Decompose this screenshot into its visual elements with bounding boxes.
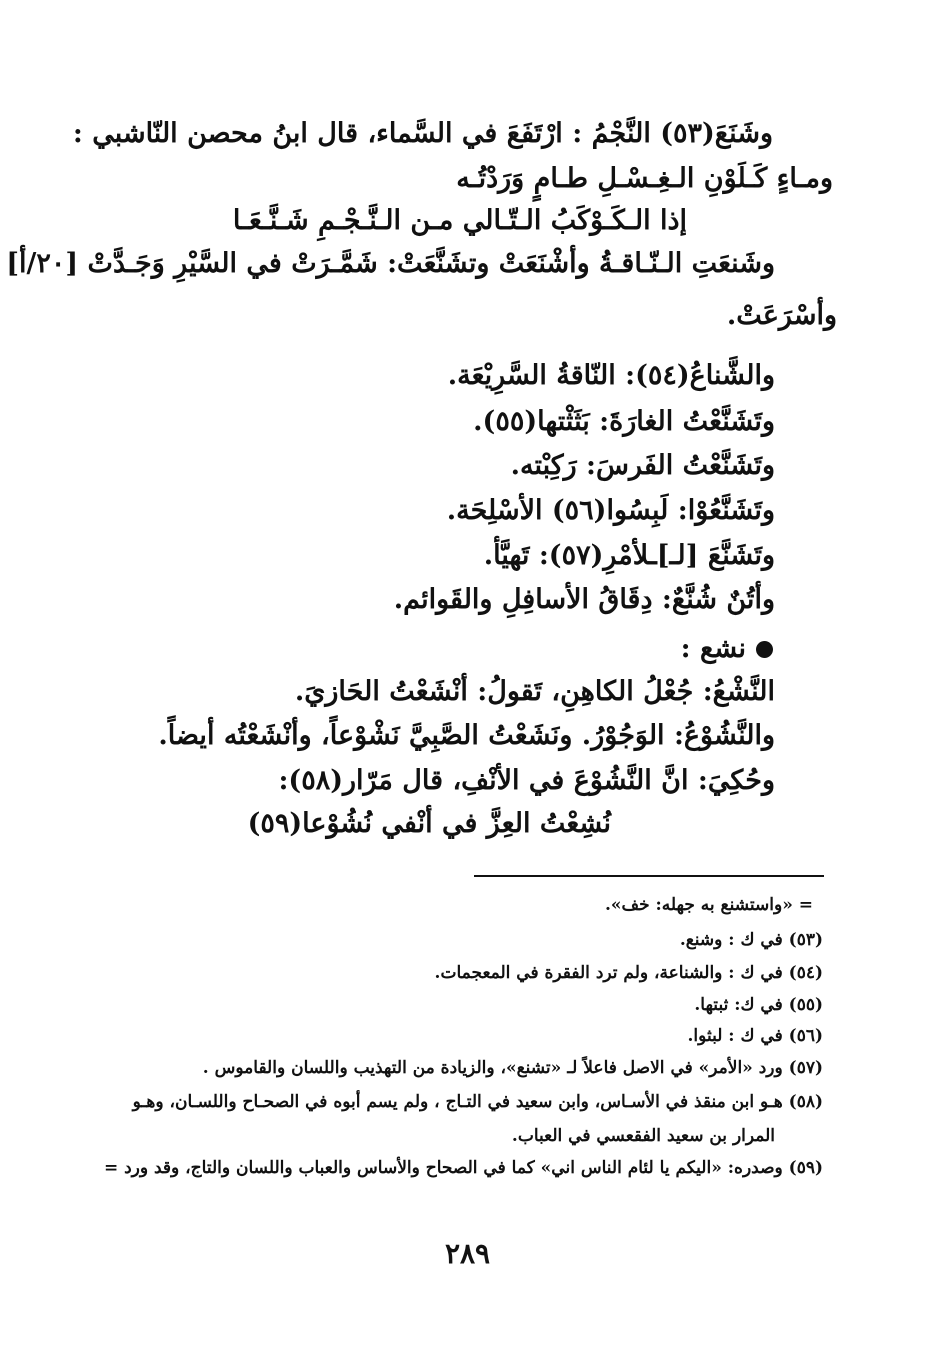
text-line: وتَشَنَّعَ [لـ]ـلأمْرِ(٥٧): تَهيَّأ.	[483, 540, 775, 571]
text-line: وأسْرَعَتْ.	[726, 300, 837, 331]
footnote: (٥٣) في ك : وشنع.	[679, 930, 823, 950]
text-line: والشَّناعُ(٥٤): النّاقةُ السَّرِيْعَة.	[447, 360, 775, 391]
verse-line: ومـاءٍ كَـلَوْنِ الـغِـسْـلِ طـامٍ وَرَدْتُـه	[456, 163, 833, 194]
verse-line: نُشِعْتُ العِزَّ في أنْفي نُشُوْعا(٥٩)	[247, 808, 611, 839]
section-heading-label: نشع :	[680, 633, 746, 664]
text-line: وتَشَنَّعْتُ الغارَةَ: بَثَثْتها(٥٥).	[473, 406, 775, 437]
bullet-icon	[756, 641, 773, 658]
text-line: والنَّشُوْعُ: الوَجُوْرُ. ونَشَعْتُ الصَّبِيَّ نَشْوْعاً، وأنْشَعْتُه أيضاً.	[158, 720, 775, 751]
text-line: النَّشْعُ: جُعْلُ الكاهِنِ، تَقولُ: أنْشَعْتُ الحَازيَ.	[294, 676, 775, 707]
footnote: (٥٧) ورد «الأمر» في الاصل فاعلاً لـ «تشنع»، والزيادة من التهذيب واللسان والقاموس .	[202, 1058, 823, 1078]
footnote: (٥٩) وصدره: «اليكم يا لئام الناس اني» كما في الصحاح والأساس والعباب واللسان والتاج، وقد ورد =	[103, 1158, 823, 1178]
footnote: (٥٨) هـو ابن منقذ في الأسـاس، وابن سعيد في التـاج ، ولم يسم أبوه في الصحـاح واللسـان، وهـو	[132, 1092, 823, 1112]
text-line: وتَشَنَّعُوْا: لَبِسُوا(٥٦) الأسْلِحَة.	[446, 495, 775, 526]
page-number: ٢٨٩	[444, 1237, 491, 1270]
section-heading	[681, 635, 773, 662]
footnote: (٥٦) في ك : لبثوا.	[687, 1026, 823, 1046]
footnote-divider	[474, 875, 824, 877]
footnote: = «واستشنع به جهله: خف».	[604, 895, 813, 915]
text-line: وحُكِيَ: انَّ النَّشُوْعَ في الأنْفِ، قال مَرّار(٥٨):	[278, 765, 775, 796]
footnote: (٥٤) في ك : والشناعة، ولم ترد الفقرة في المعجمات.	[434, 963, 823, 983]
footnote: (٥٥) في ك: ثبتها.	[694, 995, 823, 1015]
text-line: وتَشَنَّعْتُ الفَرسَ: رَكِبْته.	[510, 450, 775, 481]
text-line: وأتُنٌ شُنَّعٌ: دِقَاقُ الأسافِلِ والقَوائم.	[393, 584, 775, 615]
verse-line: إذا الـكَـوْكَبُ الـتّـالي مـن الـنَّـجْـمِ شَـنَّـعَـا	[232, 205, 687, 236]
text-line: وشَنعَتِ الـنّـاقـةُ وأشْنَعَتْ وتشَنَّعَتْ: شَمَّـرَتْ في السَّيْرِ وَجَـدَّتْ [٢٠/أ]	[6, 248, 775, 279]
text-line: وشَنَعَ(٥٣) النَّجْمُ : ارْتَفَعَ في السَّماء، قال ابنُ محصن النّاشبي :	[72, 118, 773, 149]
footnote-continuation: المرار بن سعيد الفقعسي في العباب.	[511, 1126, 775, 1146]
